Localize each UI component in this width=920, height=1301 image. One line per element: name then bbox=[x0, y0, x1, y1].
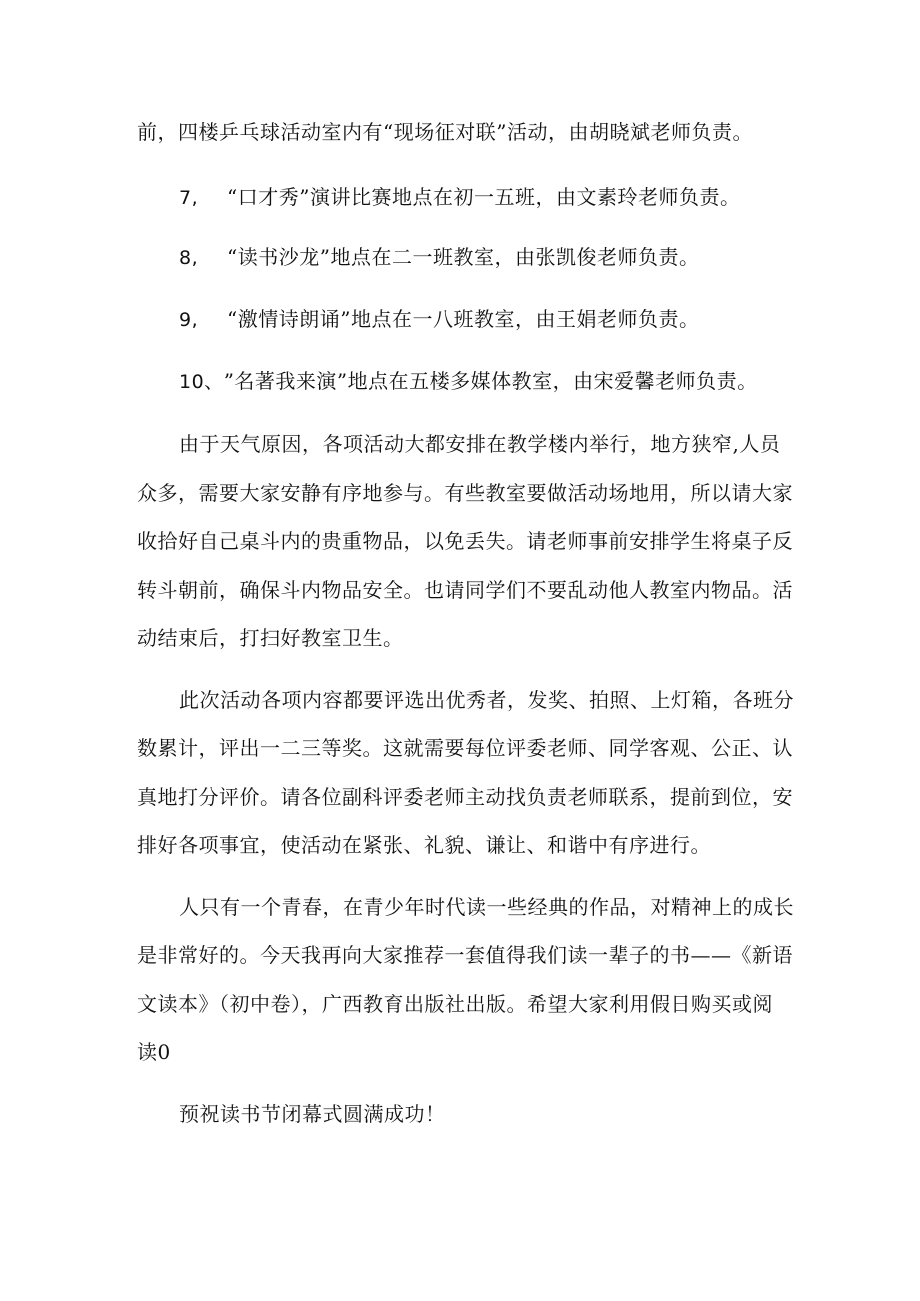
paragraph-line: 真地打分评价。请各位副科评委老师主动找负责老师联系，提前到位，安 bbox=[137, 785, 793, 809]
paragraph-line: 读0 bbox=[137, 1040, 171, 1064]
paragraph-line: 排好各项事宜，使活动在紧张、礼貌、谦让、和谐中有序进行。 bbox=[137, 833, 711, 857]
paragraph-line: 转斗朝前，确保斗内物品安全。也请同学们不要乱动他人教室内物品。活 bbox=[137, 578, 793, 602]
paragraph-line: 众多，需要大家安静有序地参与。有些教室要做活动场地用，所以请大家 bbox=[137, 481, 793, 505]
paragraph-line: 是非常好的。今天我再向大家推荐一套值得我们读一辈子的书——《新语 bbox=[137, 943, 793, 967]
list-item-8 bbox=[179, 243, 920, 272]
list-item-number: 9, bbox=[179, 309, 199, 331]
list-item-text: “口才秀”演讲比赛地点在初一五班，由文素玲老师负责。 bbox=[227, 185, 741, 209]
paragraph-line: 文读本》（初中卷），广西教育出版社出版。希望大家利用假日购买或阅 bbox=[137, 992, 773, 1016]
list-item-number: 8, bbox=[179, 247, 199, 269]
list-item-9 bbox=[179, 305, 920, 334]
intro-continuation: 前，四楼乒乓球活动室内有“现场征对联”活动，由胡晓斌老师负责。 bbox=[137, 120, 753, 144]
list-item-number: 10、 bbox=[179, 371, 224, 393]
list-item-text: ”名著我来演”地点在五楼多媒体教室，由宋爱馨老师负责。 bbox=[223, 369, 758, 393]
list-item-text: “读书沙龙”地点在二一班教室，由张凯俊老师负责。 bbox=[227, 245, 700, 269]
list-item-text: “激情诗朗诵”地点在一八班教室，由王娟老师负责。 bbox=[227, 307, 700, 331]
closing-line: 预祝读书节闭幕式圆满成功！ bbox=[179, 1102, 446, 1126]
list-item-number: 7, bbox=[179, 187, 199, 209]
paragraph-line: 人只有一个青春，在青少年时代读一些经典的作品，对精神上的成长 bbox=[179, 895, 794, 919]
paragraph-line: 数累计，评出一二三等奖。这就需要每位评委老师、同学客观、公正、认 bbox=[137, 736, 793, 760]
paragraph-line: 由于天气原因，各项活动大都安排在教学楼内举行，地方狭窄,人员 bbox=[179, 432, 781, 456]
list-item-10 bbox=[179, 367, 920, 396]
paragraph-line: 收拾好自己桌斗内的贵重物品，以免丢失。请老师事前安排学生将桌子反 bbox=[137, 529, 793, 553]
paragraph-line: 动结束后，打扫好教室卫生。 bbox=[137, 626, 404, 650]
list-item-7 bbox=[179, 183, 920, 212]
paragraph-line: 此次活动各项内容都要评选出优秀者，发奖、拍照、上灯箱，各班分 bbox=[179, 688, 794, 712]
